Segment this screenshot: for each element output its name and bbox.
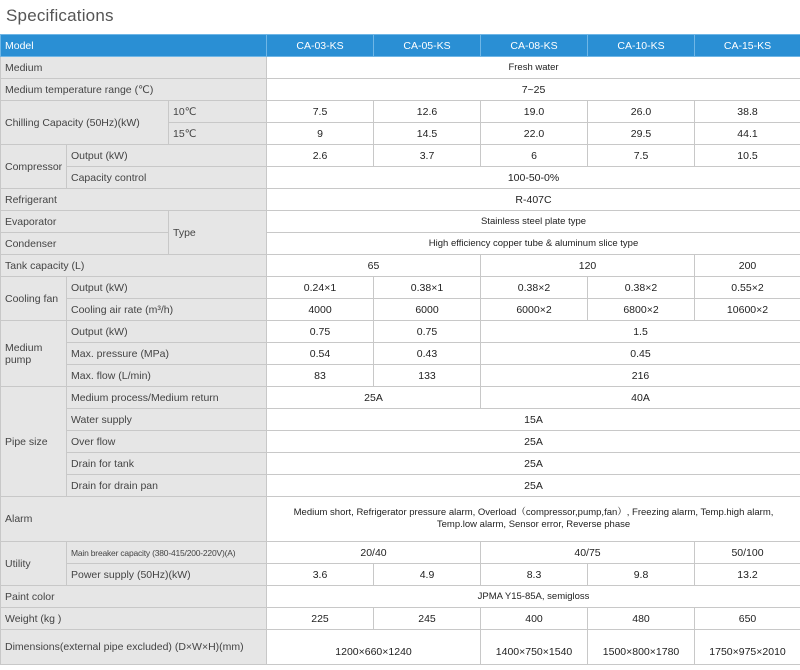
row-label: Refrigerant xyxy=(1,189,267,211)
cell-value: 38.8 xyxy=(695,101,800,123)
alarm-value xyxy=(267,497,800,542)
cell-value: 9 xyxy=(267,123,374,145)
pump-output-row xyxy=(1,321,800,343)
page-title: Specifications xyxy=(6,6,114,25)
cell-value: 0.75 xyxy=(267,321,374,343)
model-name: CA-10-KS xyxy=(588,35,695,57)
cell-value: Stainless steel plate type xyxy=(267,211,800,233)
cell-value: 1750×975×2010 xyxy=(695,630,800,665)
sub-label: Max. flow (L/min) xyxy=(67,365,267,387)
sub-label: Capacity control xyxy=(67,167,267,189)
cell-value: R-407C xyxy=(267,189,800,211)
cell-value: 44.1 xyxy=(695,123,800,145)
cell-value: 1.5 xyxy=(481,321,800,343)
cell-value: 2.6 xyxy=(267,145,374,167)
sub-label: Water supply xyxy=(67,409,267,431)
evaporator-row xyxy=(1,211,800,233)
cell-value: 216 xyxy=(481,365,800,387)
cell-value: 6000×2 xyxy=(481,299,588,321)
cell-value: Fresh water xyxy=(267,57,800,79)
refrigerant-row xyxy=(1,189,800,211)
compressor-capacity-row xyxy=(1,167,800,189)
cell-value: 12.6 xyxy=(374,101,481,123)
row-label: Weight (kg ) xyxy=(1,608,267,630)
row-label: Medium temperature range (℃) xyxy=(1,79,267,101)
cell-value: 1500×800×1780 xyxy=(588,630,695,665)
sub-label: 10℃ xyxy=(169,101,267,123)
sub-label: Drain for drain pan xyxy=(67,475,267,497)
cell-value: 245 xyxy=(374,608,481,630)
cell-value: 50/100 xyxy=(695,542,800,564)
cell-value: 20/40 xyxy=(267,542,481,564)
cell-value: 8.3 xyxy=(481,564,588,586)
model-name: CA-15-KS xyxy=(695,35,800,57)
cell-value: 6 xyxy=(481,145,588,167)
paint-row xyxy=(1,586,800,608)
cell-value: 25A xyxy=(267,453,800,475)
alarm-row xyxy=(1,497,800,542)
dimensions-row xyxy=(1,630,800,665)
model-name: CA-08-KS xyxy=(481,35,588,57)
model-name: CA-05-KS xyxy=(374,35,481,57)
row-label: Cooling fan xyxy=(1,277,67,321)
cell-value: 7~25 xyxy=(267,79,800,101)
cell-value: 6000 xyxy=(374,299,481,321)
cell-value: 25A xyxy=(267,475,800,497)
model-name: CA-03-KS xyxy=(267,35,374,57)
utility-breaker-row xyxy=(1,542,800,564)
cell-value: 650 xyxy=(695,608,800,630)
condenser-row xyxy=(1,233,800,255)
sub-label: Type xyxy=(169,211,267,255)
cell-value: JPMA Y15-85A, semigloss xyxy=(267,586,800,608)
cell-value: 400 xyxy=(481,608,588,630)
cell-value: 10.5 xyxy=(695,145,800,167)
cell-value: 4.9 xyxy=(374,564,481,586)
row-label: Dimensions(external pipe excluded) (D×W×H)(mm) xyxy=(1,630,267,665)
row-label: Chilling Capacity (50Hz)(kW) xyxy=(1,101,169,145)
pipe-overflow-row xyxy=(1,431,800,453)
sub-label: Output (kW) xyxy=(67,277,267,299)
fan-air-row xyxy=(1,299,800,321)
cell-value: 65 xyxy=(267,255,481,277)
cell-value: 0.75 xyxy=(374,321,481,343)
pipe-process-row xyxy=(1,387,800,409)
cell-value: 7.5 xyxy=(267,101,374,123)
cell-value: 0.43 xyxy=(374,343,481,365)
row-label: Medium pump xyxy=(1,321,67,387)
model-label: Model xyxy=(1,35,267,57)
sub-label: Output (kW) xyxy=(67,145,267,167)
sub-label: 15℃ xyxy=(169,123,267,145)
cell-value: 0.45 xyxy=(481,343,800,365)
cell-value: 4000 xyxy=(267,299,374,321)
cell-value: 29.5 xyxy=(588,123,695,145)
cell-value: 200 xyxy=(695,255,800,277)
cell-value: 100-50-0% xyxy=(267,167,800,189)
specifications-table xyxy=(0,34,800,665)
row-label: Alarm xyxy=(1,497,267,542)
cell-value: 25A xyxy=(267,431,800,453)
cell-value: 1400×750×1540 xyxy=(481,630,588,665)
sub-label: Over flow xyxy=(67,431,267,453)
cell-value: 22.0 xyxy=(481,123,588,145)
chilling-10-row xyxy=(1,101,800,123)
cell-value: 480 xyxy=(588,608,695,630)
weight-row xyxy=(1,608,800,630)
cell-value: 133 xyxy=(374,365,481,387)
medium-temp-row xyxy=(1,79,800,101)
cell-value: 19.0 xyxy=(481,101,588,123)
sub-label: Cooling air rate (m³/h) xyxy=(67,299,267,321)
cell-value: 0.38×1 xyxy=(374,277,481,299)
row-label: Condenser xyxy=(1,233,169,255)
sub-label: Output (kW) xyxy=(67,321,267,343)
cell-value: 15A xyxy=(267,409,800,431)
pump-pressure-row xyxy=(1,343,800,365)
sub-label: Drain for tank xyxy=(67,453,267,475)
cell-value: 83 xyxy=(267,365,374,387)
sub-label: Medium process/Medium return xyxy=(67,387,267,409)
row-label: Tank capacity (L) xyxy=(1,255,267,277)
row-label: Compressor xyxy=(1,145,67,189)
cell-value: 225 xyxy=(267,608,374,630)
sub-label: Main breaker capacity (380-415/200-220V)(A) xyxy=(67,542,267,564)
cell-value: 40/75 xyxy=(481,542,695,564)
alarm-line: Temp.low alarm, Sensor error, Reverse phase xyxy=(436,519,631,530)
row-label: Medium xyxy=(1,57,267,79)
cell-value: 25A xyxy=(267,387,481,409)
row-label: Utility xyxy=(1,542,67,586)
pipe-water-row xyxy=(1,409,800,431)
cell-value: 7.5 xyxy=(588,145,695,167)
tank-row xyxy=(1,255,800,277)
compressor-output-row xyxy=(1,145,800,167)
cell-value: 13.2 xyxy=(695,564,800,586)
cell-value: 26.0 xyxy=(588,101,695,123)
utility-power-row xyxy=(1,564,800,586)
cell-value: 0.38×2 xyxy=(588,277,695,299)
sub-label: Power supply (50Hz)(kW) xyxy=(67,564,267,586)
cell-value: 0.55×2 xyxy=(695,277,800,299)
pipe-drain-pan-row xyxy=(1,475,800,497)
cell-value: 1200×660×1240 xyxy=(267,630,481,665)
cell-value: 10600×2 xyxy=(695,299,800,321)
cell-value: 9.8 xyxy=(588,564,695,586)
row-label: Paint color xyxy=(1,586,267,608)
cell-value: 3.7 xyxy=(374,145,481,167)
sub-label: Max. pressure (MPa) xyxy=(67,343,267,365)
row-label: Evaporator xyxy=(1,211,169,233)
cell-value: 0.24×1 xyxy=(267,277,374,299)
cell-value: 0.38×2 xyxy=(481,277,588,299)
cell-value: 120 xyxy=(481,255,695,277)
cell-value: 0.54 xyxy=(267,343,374,365)
cell-value: 40A xyxy=(481,387,800,409)
alarm-line: Medium short, Refrigerator pressure alarm, Overload（compressor,pump,fan）, Freezing alarm, Temp.high alarm, xyxy=(293,507,774,518)
pump-flow-row xyxy=(1,365,800,387)
medium-row xyxy=(1,57,800,79)
header-row xyxy=(1,35,800,57)
cell-value: High efficiency copper tube & aluminum slice type xyxy=(267,233,800,255)
cell-value: 14.5 xyxy=(374,123,481,145)
pipe-drain-tank-row xyxy=(1,453,800,475)
row-label: Pipe size xyxy=(1,387,67,497)
cell-value: 3.6 xyxy=(267,564,374,586)
fan-output-row xyxy=(1,277,800,299)
cell-value: 6800×2 xyxy=(588,299,695,321)
